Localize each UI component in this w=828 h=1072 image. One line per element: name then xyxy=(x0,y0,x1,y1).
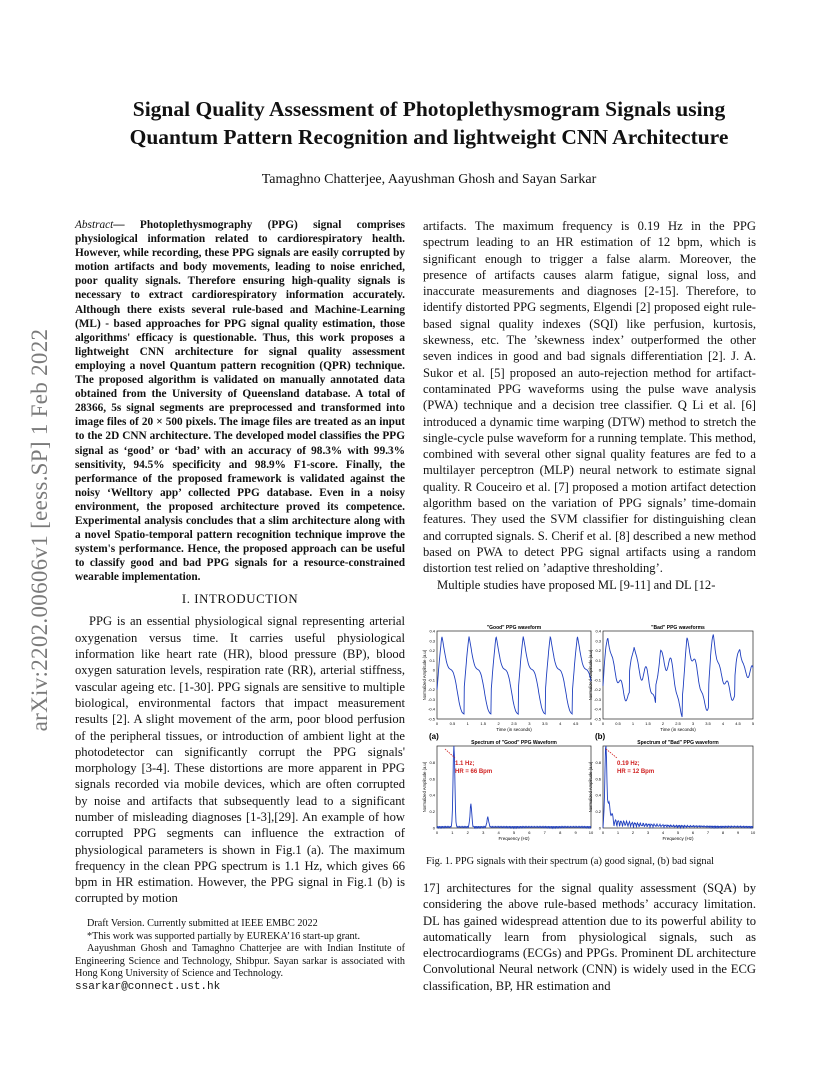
panel-label-b: (b) xyxy=(595,732,606,741)
x-tick-label: 4.5 xyxy=(572,721,579,726)
footnote-email[interactable]: ssarkar@connect.ust.hk xyxy=(75,980,221,993)
x-tick-label: 3.5 xyxy=(542,721,548,726)
y-tick-label: -0.2 xyxy=(594,687,601,693)
authors: Tamaghno Chatterjee, Aayushman Ghosh and Sayan Sarkar xyxy=(261,172,597,187)
abstract-lead: Abstract xyxy=(75,219,114,231)
x-tick-label: 2.5 xyxy=(511,721,517,726)
y-tick-label: 0.1 xyxy=(429,657,435,663)
x-tick-label: 2 xyxy=(466,830,469,835)
x-tick-label: 1 xyxy=(466,721,469,726)
y-axis-label-d: Normalized Amplitude (a.u) xyxy=(588,761,593,813)
right-column xyxy=(423,218,756,593)
x-tick-label: 0 xyxy=(601,721,605,726)
x-tick-label: 10 xyxy=(588,830,594,835)
x-tick-label: 0 xyxy=(435,721,439,726)
y-tick-label: 0.2 xyxy=(595,809,601,815)
footnote-grant: *This work was supported partially by EUREKA’16 start-up grant. xyxy=(87,930,361,942)
x-tick-label: 9 xyxy=(736,830,740,835)
abstract xyxy=(75,218,405,584)
arxiv-id: arXiv:2202.00606v1 [eess.SP] 1 Feb 2022 xyxy=(27,328,52,732)
y-tick-label: -0.3 xyxy=(428,696,435,702)
panel-title-a: "Good" PPG waveform xyxy=(486,625,542,631)
x-tick-label: 1 xyxy=(631,721,635,726)
x-tick-label: 3 xyxy=(528,721,531,726)
footnotes xyxy=(75,918,405,993)
x-tick-label: 5 xyxy=(589,721,593,726)
annotation-b-hr: HR = 12 Bpm xyxy=(617,769,655,775)
x-tick-label: 3 xyxy=(482,830,485,835)
x-tick-label: 0 xyxy=(601,830,605,835)
x-tick-label: 7 xyxy=(706,830,710,835)
y-tick-label: 0.2 xyxy=(429,648,435,654)
x-tick-label: 2 xyxy=(631,830,635,835)
title-line-2: Quantum Pattern Recognition and lightweight CNN Architecture xyxy=(129,125,729,149)
x-tick-label: 5 xyxy=(512,830,516,835)
x-tick-label: 3 xyxy=(691,721,695,726)
y-tick-label: 0.4 xyxy=(429,628,435,634)
y-tick-label: -0.4 xyxy=(594,706,601,712)
y-tick-label: -0.5 xyxy=(428,716,435,722)
title-line-1: Signal Quality Assessment of Photoplethysmogram Signals using xyxy=(132,97,726,121)
x-tick-label: 4 xyxy=(497,830,500,835)
panel-frame-d xyxy=(603,746,753,828)
right-paragraph-3: 17] architectures for the signal quality assessment (SQA) by considering the above rule-based methods’ accuracy limitation. DL has gained widespread attention due to its powerful ability to automatically learn from physiological signals, such as electrocardiograms (ECGs) and PPGs. Prominent DL architecture Convolutional Neural network (CNN) is widely used in the ECG classification, BP, HR estimation and xyxy=(423,881,756,993)
good-waveform-line xyxy=(437,637,591,715)
x-tick-label: 2 xyxy=(497,721,500,726)
y-tick-label: 0.3 xyxy=(595,638,601,644)
x-tick-label: 4.5 xyxy=(735,721,741,726)
annotation-b-freq: 0.19 Hz; xyxy=(617,761,640,767)
x-tick-label: 1.5 xyxy=(645,721,651,726)
figure-1-svg xyxy=(423,621,756,839)
y-tick-label: 0.1 xyxy=(595,657,601,663)
y-tick-label: 0.2 xyxy=(595,648,601,654)
x-tick-label: 8 xyxy=(559,830,562,835)
x-tick-label: 1.5 xyxy=(480,721,486,726)
panel-frame-b xyxy=(603,631,753,719)
intro-paragraph: PPG is an essential physiological signal representing arterial oxygenation versus time. It carries useful physiological information like heart rate (HR), blood pressure (BP), blood oxygen saturation levels, respiration rate (RR), arterial stiffness, vascular ageing etc. [1-30]. PPG signals are sensitive to multiple biological, environmental factors that impact measurement results [2]. A slight movement of the arm, poor blood perfusion of the peripheral tissues, or introduction of ambient light at the photodetector can significantly corrupt the PPG signals' morphology [3-4]. These distortions are more apparent in PPG signals recorded via mobile devices, which are often corrupted by noise and artifacts that subsequently lead to a significant number of misleading diagnoses [1-3],[29]. An example of how corrupted PPG segments can influence the extraction of physiological parameters is shown in Fig.1 (a). The maximum frequency in the clean PPG spectrum is 1.1 Hz, which gives 66 bpm in HR estimation. However, the PPG signal in Fig.1 (b) is corrupted by motion xyxy=(75,614,405,906)
y-tick-label: -0.5 xyxy=(594,716,601,722)
annotation-arrow-b xyxy=(606,749,617,758)
y-tick-label: 0.4 xyxy=(429,792,435,798)
x-tick-label: 3 xyxy=(646,830,650,835)
x-axis-label-d: Frequency (Hz) xyxy=(662,836,694,841)
section-heading: I. INTRODUCTION xyxy=(181,592,299,607)
good-spectrum-line xyxy=(437,746,591,828)
y-tick-label: 0 xyxy=(598,825,601,831)
x-axis-label-a: Time (in seconds) xyxy=(496,727,532,732)
figure-caption: Fig. 1. PPG signals with their spectrum (a) good signal, (b) bad signal xyxy=(426,856,714,867)
footnote-draft: Draft Version. Currently submitted at IEEE EMBC 2022 xyxy=(87,918,318,929)
annotation-a-hr: HR = 66 Bpm xyxy=(455,769,493,775)
y-tick-label: 0.3 xyxy=(429,638,435,644)
x-tick-label: 1 xyxy=(451,830,454,835)
x-tick-label: 2 xyxy=(661,721,665,726)
panel-frame-c xyxy=(437,746,591,828)
arxiv-stamp xyxy=(20,290,60,770)
right-paragraph: artifacts. The maximum frequency is 0.19 Hz in the PPG spectrum leading to an HR estimation of 12 bpm, which is significant enough to trigger a false alarm. Moreover, the presence of artifacts causes alarm fatigue, signal loss, and inaccurate measurements and diagnoses [2-15]. Therefore, to identify distorted PPG segments, Elgendi [2] proposed eight rule-based signal quality indexes (SQI) like perfusion, kurtosis, skewness, etc. The ’skewness index’ outperformed the other seven indices in good and bad signals differentiation [2]. J. A. Sukor et al. [5] proposed an auto-rejection method for artifact-contaminated PPG waveforms using the pulse wave analysis (PWA) technique and a decision tree classifier. Q Li et al. [6] introduced a dynamic time warping (DTW) method to stretch the single-cycle pulse waveform for a running template. This method, combined with several other signal quality features are fed to a multilayer perceptron (MLP) neural network to estimate signal quality. R Couceiro et al. [7] proposed a motion artifact detection algorithm based on the variation of PPG signals’ time-domain features. They used the SVM classifier for distinguishing clean and corrupted signals. S. Cherif et al. [8] described a new method based on PWA to detect PPG signal artifacts using a random distortion test relied on ’adaptive thresholding’. xyxy=(423,219,756,576)
y-tick-label: 0.2 xyxy=(429,809,435,815)
x-tick-label: 4 xyxy=(661,830,665,835)
x-tick-label: 0 xyxy=(435,830,439,835)
left-column xyxy=(75,218,405,907)
y-tick-label: 0.8 xyxy=(595,759,601,765)
right-column-lower xyxy=(423,880,756,994)
y-tick-label: 0.6 xyxy=(595,776,601,782)
right-paragraph-2: Multiple studies have proposed ML [9-11] and DL [12- xyxy=(437,577,716,592)
panel-label-a: (a) xyxy=(429,732,439,741)
annotation-a-freq: 1.1 Hz; xyxy=(455,761,475,767)
x-tick-label: 2.5 xyxy=(675,721,681,726)
y-tick-label: 0 xyxy=(432,825,435,831)
figure-1 xyxy=(423,621,756,839)
y-tick-label: 0.4 xyxy=(595,628,601,634)
y-tick-label: -0.2 xyxy=(428,687,435,693)
paper-title xyxy=(90,95,768,151)
panel-title-b: "Bad" PPG waveforms xyxy=(651,625,705,631)
y-tick-label: 0.6 xyxy=(429,776,435,782)
x-axis-label-c: Frequency (Hz) xyxy=(498,836,530,841)
x-tick-label: 3.5 xyxy=(705,721,711,726)
abstract-text: — Photoplethysmography (PPG) signal comprises physiological information related to cardiorespiratory health. However, while recording, these PPG signals are easily corrupted by motion artifacts and body movements, leading to noise enriched, poor quality signals. Therefore ensuring high-quality signals is necessary to extract cardiorespiratory information accurately. Although there exists several rule-based and Machine-Learning (ML) - based approaches for PPG signal quality estimation, those algorithms' efficacy is questionable. Thus, this work proposes a lightweight CNN architecture for signal quality assessment employing a novel Quantum pattern recognition (QPR) technique. The proposed algorithm is validated on manually annotated data obtained from the University of Queensland database. A total of 28366, 5s signal segments are preprocessed and transformed into image files of 20 × 500 pixels. The image files are treated as an input to the 2D CNN architecture. The developed model classifies the PPG signal as ‘good’ or ‘bad’ with an accuracy of 98.3% with 99.3% sensitivity, 94.5% specificity and 98.9% F1-score. Finally, the performance of the proposed framework is validated against the noisy ‘Welltory app’ collected PPG database. Even in a noisy environment, the proposed architecture proved its competence. Experimental analysis concludes that a slim architecture along with a novel Spatio-temporal pattern recognition technique improve the system's performance. Hence, the proposed approach can be useful to classify good and bad PPG signals for a resource-constrained wearable implementation. xyxy=(75,219,405,584)
x-tick-label: 5 xyxy=(751,721,755,726)
x-tick-label: 5 xyxy=(676,830,680,835)
footnote-affiliation: Aayushman Ghosh and Tamaghno Chatterjee are with Indian Institute of Engineering Science and Technology, Shibpur. Sayan sarkar is associated with Hong Kong University of Science and Technology. xyxy=(75,943,405,979)
x-tick-label: 0.5 xyxy=(449,721,456,726)
x-tick-label: 4 xyxy=(721,721,725,726)
x-tick-label: 4 xyxy=(559,721,562,726)
panel-title-c: Spectrum of "Good" PPG Waveform xyxy=(471,740,557,746)
y-tick-label: 0.4 xyxy=(595,792,601,798)
x-tick-label: 9 xyxy=(574,830,577,835)
x-tick-label: 6 xyxy=(528,830,531,835)
x-tick-label: 1 xyxy=(616,830,620,835)
x-tick-label: 7 xyxy=(543,830,546,835)
panel-title-d: Spectrum of "Bad" PPG waveform xyxy=(637,740,719,746)
y-axis-label-a: Normalized Amplitude (a.u) xyxy=(422,649,427,701)
x-tick-label: 8 xyxy=(721,830,725,835)
x-tick-label: 0.5 xyxy=(615,721,621,726)
y-axis-label-c: Normalized Amplitude (a.u) xyxy=(422,761,427,813)
bad-spectrum-line xyxy=(603,746,753,828)
x-tick-label: 6 xyxy=(691,830,695,835)
y-tick-label: -0.1 xyxy=(428,677,435,683)
y-tick-label: 0.8 xyxy=(429,759,435,765)
y-tick-label: -0.4 xyxy=(428,706,435,712)
y-tick-label: -0.3 xyxy=(594,696,601,702)
y-tick-label: -0.1 xyxy=(594,677,601,683)
y-tick-label: 0 xyxy=(598,667,601,673)
bad-waveform-line xyxy=(603,635,753,718)
y-axis-label-b: Normalized Amplitude (a.u) xyxy=(588,649,593,701)
x-tick-label: 10 xyxy=(750,830,756,835)
x-axis-label-b: Time (in seconds) xyxy=(660,727,696,732)
y-tick-label: 0 xyxy=(432,667,435,673)
